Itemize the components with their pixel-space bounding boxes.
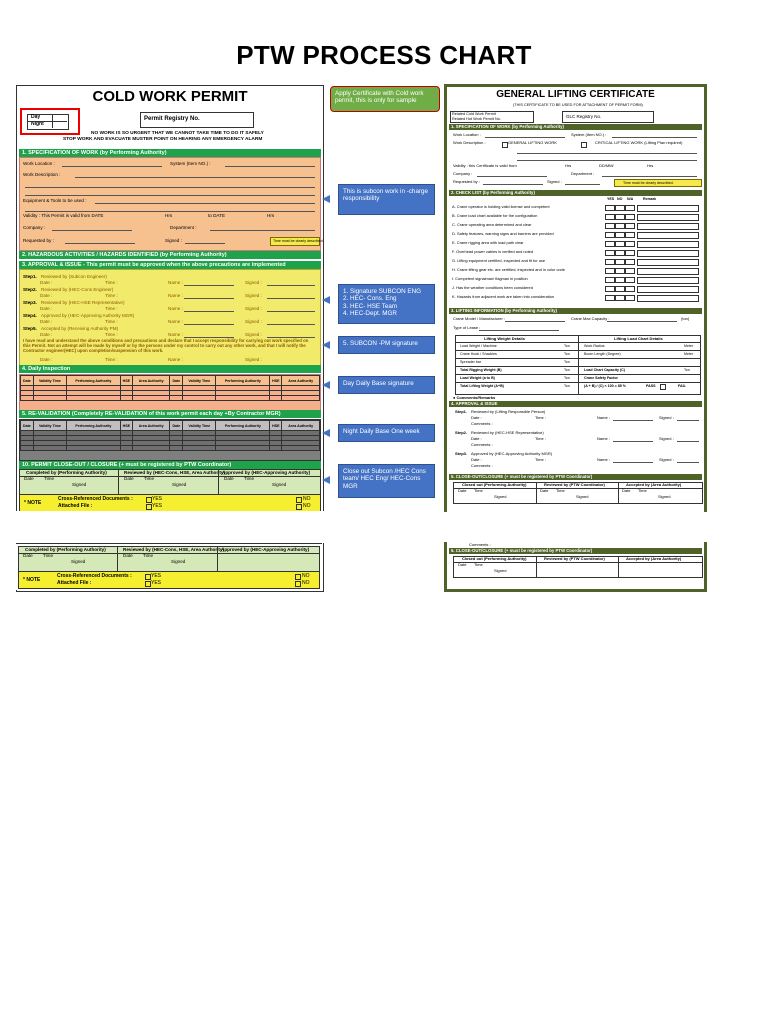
glc-step-signed-input[interactable] bbox=[677, 462, 699, 463]
requested-by-label: Requested by : bbox=[23, 238, 54, 243]
table-header-cell: HSE bbox=[120, 421, 132, 431]
cwp-step-date: Date : bbox=[40, 306, 53, 311]
day-label: Day bbox=[31, 114, 41, 120]
declaration-signed: Signed : bbox=[245, 357, 262, 362]
checklist-item: G. Lifting equipment certified, inspected and fit for use bbox=[452, 258, 545, 263]
signed-label: Signed : bbox=[165, 238, 182, 243]
checklist-checkbox[interactable] bbox=[625, 259, 635, 265]
cwp-step-signed-input[interactable] bbox=[267, 311, 315, 312]
cwp-step-date: Date : bbox=[40, 332, 53, 337]
glc-section-3-header: 3. LIFTING INFORMATION (by Performing Authority) bbox=[449, 308, 702, 314]
load-chart-label: Boom Length (Degree) bbox=[584, 352, 621, 356]
cwp-step-time: Time : bbox=[105, 293, 118, 298]
glc-step-text: Approved by (HEC-Approving Authority MGR) bbox=[471, 451, 553, 456]
glc-time-note-badge: Time must be clearly described. bbox=[614, 179, 702, 187]
declaration-time: Time : bbox=[105, 357, 118, 362]
table-header-cell: Date bbox=[170, 421, 183, 431]
checklist-checkbox[interactable] bbox=[625, 286, 635, 292]
table-header-cell: Date bbox=[21, 421, 34, 431]
table-header-cell: Validity Time bbox=[33, 421, 66, 431]
checklist-checkbox[interactable] bbox=[615, 295, 625, 301]
checklist-item: E. Crane rigging area with load path clear bbox=[452, 240, 524, 245]
cwp-step-signed-input[interactable] bbox=[267, 324, 315, 325]
department-input[interactable] bbox=[210, 230, 315, 231]
glc-work-location-input[interactable] bbox=[485, 137, 565, 138]
glc-step-name-input[interactable] bbox=[613, 420, 653, 421]
pass-checkbox[interactable] bbox=[660, 384, 666, 390]
lifting-weight-unit: Ton bbox=[564, 384, 570, 388]
callout-arrow-2 bbox=[322, 296, 330, 304]
copy-cross-ref-no-checkbox[interactable] bbox=[295, 574, 301, 580]
work-description-label: Work Description : bbox=[23, 172, 61, 177]
cwp-step-number: Step4. bbox=[23, 313, 37, 318]
safety-warning-1: NO WORK IS SO URGENT THAT WE CANNOT TAKE TIME TO DO IT SAFELY bbox=[91, 131, 264, 136]
checklist-checkbox[interactable] bbox=[605, 250, 615, 256]
checklist-remark-input[interactable] bbox=[637, 232, 699, 239]
checklist-checkbox[interactable] bbox=[625, 250, 635, 256]
validity-hrs-1: Hrs bbox=[165, 213, 173, 218]
cwp-step-text: Approved by (HEC-Approving Authority MGR) bbox=[41, 313, 135, 318]
glc-section-1-header: 1. SPECIFICATION OF WORK (by Performing Authority) bbox=[449, 124, 702, 130]
company-input[interactable] bbox=[52, 230, 132, 231]
checklist-item: K. Hazards from adjacent work are taken into consideration bbox=[452, 294, 555, 299]
glc-section-4-header: 4. APPROVAL & ISSUE bbox=[449, 401, 702, 407]
system-no-input[interactable] bbox=[225, 166, 315, 167]
checklist-checkbox[interactable] bbox=[615, 259, 625, 265]
cwp-step-name: Name : bbox=[168, 319, 183, 324]
checklist-checkbox[interactable] bbox=[615, 223, 625, 229]
lifting-weight-unit: Ton bbox=[564, 344, 570, 348]
callout-arrow-1 bbox=[322, 195, 330, 203]
cwp-section-2-header: 2. HAZARDOUS ACTIVITIES / HAZARDS IDENTIFIED (by Performing Authority) bbox=[19, 251, 321, 259]
cwp-step-name-input[interactable] bbox=[184, 285, 234, 286]
checklist-checkbox[interactable] bbox=[625, 268, 635, 274]
lifting-details-table: Lifting Weight Details Lifting Load Chart Details Load Weight / Machine Ton Work Radius Crane Hook / Shackles Ton Boom Length (Degree) Spreader bar Ton Total Rigging Weight (B) Ton Load Chart Capacity (C) Load Weight (a to B) Ton Crane Safety Factor Total Lifting Weight (A+B) Ton (A + B) / (C) × 100 = 85 % Meter Meter Ton PASS FAIL bbox=[455, 335, 701, 395]
closeout-col-2: Reviewed by (HEC-Cons, HSE, Area Authority) bbox=[124, 470, 225, 475]
revalidation-table bbox=[20, 420, 320, 451]
checklist-checkbox[interactable] bbox=[615, 277, 625, 283]
declaration-name: Name : bbox=[168, 357, 183, 362]
cwp-step-signed-input[interactable] bbox=[267, 285, 315, 286]
page-title: PTW PROCESS CHART bbox=[236, 40, 532, 70]
checklist-checkbox[interactable] bbox=[625, 232, 635, 238]
load-chart-label: Work Radius bbox=[584, 344, 605, 348]
glc-requested-by-input[interactable] bbox=[483, 184, 543, 185]
cwp-step-date: Date : bbox=[40, 319, 53, 324]
work-location-label: Work Location : bbox=[23, 161, 55, 166]
system-no-label: System (Item NO.) : bbox=[170, 161, 211, 166]
cwp-step-time: Time : bbox=[105, 280, 118, 285]
checklist-header: N/A bbox=[627, 197, 634, 201]
checklist-checkbox[interactable] bbox=[605, 295, 615, 301]
cwp-approval-block bbox=[19, 269, 321, 367]
pass-label: PASS bbox=[646, 384, 656, 388]
department-label: Department : bbox=[170, 225, 197, 230]
checklist-checkbox[interactable] bbox=[615, 250, 625, 256]
daily-inspection-block bbox=[19, 374, 321, 414]
checklist-checkbox[interactable] bbox=[605, 241, 615, 247]
glc-step-name-input[interactable] bbox=[613, 462, 653, 463]
checklist-remark-input[interactable] bbox=[637, 259, 699, 266]
lifting-weight-label: Load Weight / Machine bbox=[460, 344, 497, 348]
glc-title: GENERAL LIFTING CERTIFICATE bbox=[496, 89, 655, 100]
glc-department-input[interactable] bbox=[602, 176, 697, 177]
cwp-step-time: Time : bbox=[105, 306, 118, 311]
cwp-step-text: Reviewed by (HEC-Cons Engineer) bbox=[41, 287, 114, 292]
glc-company-input[interactable] bbox=[477, 176, 547, 177]
checklist-remark-input[interactable] bbox=[637, 286, 699, 293]
cwp-work-spec-block bbox=[19, 157, 324, 251]
glc-step-number: Step1. bbox=[455, 409, 468, 414]
glc-step-signed-input[interactable] bbox=[677, 441, 699, 442]
comments-remarks-label: ● Comments/Remarks bbox=[453, 395, 496, 400]
equipment-label: Equipment & Tools to be used : bbox=[23, 198, 87, 203]
lifting-weight-label: Crane Hook / Shackles bbox=[460, 352, 497, 356]
lifting-weight-label: Total Rigging Weight (B) bbox=[460, 368, 502, 372]
note-label: * NOTE bbox=[24, 500, 42, 506]
glc-signed-input[interactable] bbox=[565, 184, 600, 185]
callout-arrow-5 bbox=[322, 429, 330, 437]
cwp-step-text: Accepted by (Receiving Authority PM) bbox=[41, 326, 119, 331]
cwp-step-signed: Signed : bbox=[245, 332, 262, 337]
checklist-checkbox[interactable] bbox=[625, 205, 635, 211]
cwp-step-name: Name : bbox=[168, 332, 183, 337]
table-header-cell: Validity Time bbox=[183, 376, 216, 386]
cwp-step-time: Time : bbox=[105, 332, 118, 337]
callout-arrow-3 bbox=[322, 341, 330, 349]
equipment-input[interactable] bbox=[95, 203, 315, 204]
table-header-cell: Area Authority bbox=[282, 421, 320, 431]
checklist-item: C. Crane operating area determined and clear bbox=[452, 222, 532, 227]
lifting-weight-label: Total Lifting Weight (A+B) bbox=[460, 384, 504, 388]
checklist-item: B. Crane load chart available for the configuration bbox=[452, 213, 538, 218]
requested-by-input[interactable] bbox=[65, 243, 135, 244]
attached-file-label: Attached File : bbox=[58, 503, 93, 509]
checklist-checkbox[interactable] bbox=[615, 286, 625, 292]
table-header-cell: HSE bbox=[120, 376, 132, 386]
cwp-step-date: Date : bbox=[40, 280, 53, 285]
cwp-step-signed: Signed : bbox=[245, 280, 262, 285]
checklist-checkbox[interactable] bbox=[615, 241, 625, 247]
cwp-section-6-header: 10. PERMIT CLOSE-OUT / CLOSURE (+ must be registered by PTW Coordinator) bbox=[19, 461, 321, 469]
checklist-item: F. Overhead power cables is verified and noted bbox=[452, 249, 534, 254]
table-header-cell: Area Authority bbox=[132, 376, 170, 386]
cwp-step-name-input[interactable] bbox=[184, 311, 234, 312]
night-label: Night bbox=[31, 121, 44, 127]
checklist-checkbox[interactable] bbox=[605, 268, 615, 274]
company-label: Company : bbox=[23, 225, 46, 230]
lifting-weight-unit: Ton bbox=[564, 352, 570, 356]
fail-label: FAIL bbox=[678, 384, 686, 388]
cwp-step-number: Step1. bbox=[23, 274, 37, 279]
checklist-remark-input[interactable] bbox=[637, 241, 699, 248]
declaration-date: Date : bbox=[40, 357, 53, 362]
validity-to-date: to DATE bbox=[208, 213, 226, 218]
glc-related-permits: Related Cold Work Permit Related Hot Work Permit No. bbox=[450, 111, 534, 123]
declaration-text: I have read and understand the above conditions and precautions and declare that I accept responsibility for carrying out work specified on this Permit. Not an attempt will be made by myself or by the persons under my control to carry out any other work, and that I will notify the Contractor engineer(HEC) upon completion/suspension of this work. bbox=[23, 338, 309, 354]
cwp-step-name-input[interactable] bbox=[184, 298, 234, 299]
checklist-remark-input[interactable] bbox=[637, 295, 699, 302]
cwp-step-signed: Signed : bbox=[245, 306, 262, 311]
safety-warning-2: STOP WORK AND EVACUATE MUSTER POINT ON HEARING ANY EMERGENCY ALARM bbox=[63, 137, 263, 142]
callout-subcon-pm: 5. SUBCON -PM signature bbox=[338, 336, 435, 354]
attached-no-checkbox[interactable] bbox=[296, 504, 302, 510]
cwp-step-time: Time : bbox=[105, 319, 118, 324]
callout-signatures: 1. Signature SUBCON ENG 2. HEC- Cons. Eng 3. HEC- HSE Team 4. HEC-Dept. MGR bbox=[338, 284, 435, 324]
glc-subtitle: (THIS CERTIFICATE TO BE USED FOR ATTACHMENT OF PERMIT FORM) bbox=[513, 103, 643, 107]
type-of-lease-input[interactable] bbox=[479, 330, 559, 331]
permit-registry-label: Permit Registry No. bbox=[144, 116, 200, 122]
glc-section-2-header: 2. CHECK LIST (by Performing Authority) bbox=[449, 190, 702, 196]
cwp-step-number: Step5. bbox=[23, 326, 37, 331]
checklist-checkbox[interactable] bbox=[615, 232, 625, 238]
validity-label: Validity : This Permit is valid from DATE bbox=[23, 213, 104, 218]
cwp-step-name-input[interactable] bbox=[184, 324, 234, 325]
checklist-checkbox[interactable] bbox=[605, 259, 615, 265]
callout-night-daily: Night Daily Base One week bbox=[338, 424, 435, 442]
lifting-weight-unit: Ton bbox=[564, 360, 570, 364]
validity-hrs-2: Hrs bbox=[267, 213, 275, 218]
checklist-checkbox[interactable] bbox=[625, 241, 635, 247]
checklist-checkbox[interactable] bbox=[625, 277, 635, 283]
daily-inspection-table bbox=[20, 375, 320, 401]
checklist-item: J. Has the weather conditions been considered bbox=[452, 285, 533, 290]
cwp-step-name: Name : bbox=[168, 306, 183, 311]
table-header-cell: Area Authority bbox=[132, 421, 170, 431]
table-header-cell: Date bbox=[170, 376, 183, 386]
table-header-cell: Performing Authority bbox=[67, 376, 121, 386]
cwp-step-date: Date : bbox=[40, 293, 53, 298]
glc-closeout-copy: Comments : 5. CLOSE-OUT/CLOSURE (+ must be registered by PTW Coordinator) Closed out (Performing Authority) Reviewed by (PTW Coordinator) Accepted by (Area Authority) Date Time Signed bbox=[444, 542, 707, 592]
table-header-cell: Validity Time bbox=[183, 421, 216, 431]
crane-capacity-input[interactable] bbox=[607, 321, 677, 322]
checklist-checkbox[interactable] bbox=[605, 277, 615, 283]
checklist-checkbox[interactable] bbox=[605, 286, 615, 292]
cwp-step-signed: Signed : bbox=[245, 319, 262, 324]
cwp-step-name: Name : bbox=[168, 280, 183, 285]
general-lifting-certificate-form: GENERAL LIFTING CERTIFICATE (THIS CERTIFICATE TO BE USED FOR ATTACHMENT OF PERMIT FORM) Related Cold Work Permit Related Hot Work Permit No. GLC Registry No. 1. SPECIFICATION OF WORK (by Performing Authority) Work Location : System (Item NO.) : Work Description : GENERAL LIFTING WORK CRITICAL LIFTING WORK (Lifting Plan required) Validity : this Certificate is valid from Hrs DD/MM/ Hrs Company : Department : Requested by : Signed : Time must be clearly described. 2. CHECK LIST (by Performing Authority) YES NO N/A Remark A. Crane operator is holding valid license and competent B. Crane load chart available for the configuration C. Crane operating area determined and clear D. Safety features, warning signs and barriers are provided E. Crane rigging area with load path clear F. Overhead power cables is verified and noted G. Lifting equipment certified, inspected and fit for use H. Crane lifting gear etc. are certified, inspected and in color code I. Competent signalman/ flagman in position J. Has the weather conditions been considered K. Hazards from adjacent work are taken into consideration 3. LIFTING INFORMATION (by Performing Authority) Crane Model / Manufacturer : Crane Max Capacity : (ton) Type of Lease : Lifting Weight Details Lifting Load Chart Details Load Weight / Machine Ton Work Radius Crane Hook / Shackles Ton Boom Length (Degree) Spreader bar Ton Total Rigging Weight (B) Ton Load Chart Capacity (C) Load Weight (a to B) Ton Crane Safety Factor Total Lifting Weight (A+B) Ton (A + B) / (C) × 100 = 85 % Meter Meter Ton PASS FAIL ● Comments/Remarks 4. APPROVAL & ISSUE Step1. Reviewed by (Lifting Responsible Person) Date : Time : Name : Signed : Comments : Step2. Reviewed by (HEC-HSE Representative) Date : Time : Name : Signed : Comments : Step3. Approved by (HEC-Approving Authority MGR) Date : Time : Name : Signed : Comments : 5. CLOSE-OUT/CLOSURE (+ must be registered by PTW Coordinator) Closed out (Performing Authority) Reviewed by (PTW Coordinator) Accepted by (Area Authority) Date Time Signed Date Time Signed Date Time Signed bbox=[444, 84, 707, 592]
cwp-step-signed: Signed : bbox=[245, 293, 262, 298]
cwp-section-5-header: 5. RE-VALIDATION (Completely RE-VALIDATION of this work permit each day +By Contractor MGR) bbox=[19, 410, 321, 418]
checklist-remark-input[interactable] bbox=[637, 205, 699, 212]
revalidation-block bbox=[19, 419, 321, 461]
table-header-cell: Area Authority bbox=[282, 376, 320, 386]
glc-registry-box[interactable] bbox=[562, 111, 654, 123]
checklist-item: A. Crane operator is holding valid license and competent bbox=[452, 204, 550, 209]
cwp-closeout-copy: Completed by (Performing Authority) Reviewed by (HEC-Cons, HSE, Area Authority) Approved by (HEC-Approving Authority) Date Time Signed Date Time Signed * NOTE Cross-Referenced Documents : Attached File : YES YES NO NO bbox=[16, 543, 322, 590]
work-location-input[interactable] bbox=[62, 166, 162, 167]
cwp-section-4-header: 4. Daily Inspection bbox=[19, 365, 321, 373]
glc-closeout-table: Closed out (Performing Authority) Reviewed by (PTW Coordinator) Accepted by (Area Authority) Date Time Signed Date Time Signed Date Time Signed bbox=[453, 482, 703, 504]
checklist-header: YES bbox=[607, 197, 615, 201]
checklist-checkbox[interactable] bbox=[615, 268, 625, 274]
load-chart-label: Crane Safety Factor bbox=[584, 376, 618, 380]
table-header-cell: Performing Authority bbox=[216, 376, 270, 386]
cwp-step-text: Reviewed by (Subcon Engineer) bbox=[41, 274, 107, 279]
checklist-checkbox[interactable] bbox=[615, 214, 625, 220]
checklist-header: NO bbox=[617, 197, 623, 201]
critical-lifting-checkbox[interactable] bbox=[581, 142, 587, 148]
callout-close-out: Close out Subcon /HEC Cons team/ HEC Eng/ HEC-Cons MGR bbox=[338, 464, 435, 498]
cross-ref-no-checkbox[interactable] bbox=[296, 497, 302, 503]
checklist-checkbox[interactable] bbox=[615, 205, 625, 211]
callout-arrow-6 bbox=[322, 476, 330, 484]
lifting-weight-label: Spreader bar bbox=[460, 360, 481, 364]
day-night-selector bbox=[20, 108, 80, 135]
lifting-weight-unit: Ton bbox=[564, 376, 570, 380]
cross-ref-label: Cross-Referenced Documents : bbox=[58, 496, 133, 502]
table-header-cell: Performing Authority bbox=[216, 421, 270, 431]
cwp-section-1-header: 1. SPECIFICATION OF WORK (by Performing Authority) bbox=[19, 149, 321, 157]
signed-input[interactable] bbox=[185, 243, 225, 244]
cwp-title: COLD WORK PERMIT bbox=[92, 88, 248, 105]
checklist-checkbox[interactable] bbox=[605, 232, 615, 238]
glc-step-signed-input[interactable] bbox=[677, 420, 699, 421]
glc-system-no-input[interactable] bbox=[612, 137, 697, 138]
checklist-checkbox[interactable] bbox=[605, 205, 615, 211]
lifting-weight-unit: Ton bbox=[564, 368, 570, 372]
table-header-cell: Validity Time bbox=[33, 376, 66, 386]
table-header-cell: Performing Authority bbox=[67, 421, 121, 431]
checklist-checkbox[interactable] bbox=[625, 223, 635, 229]
checklist-checkbox[interactable] bbox=[605, 214, 615, 220]
cwp-step-name: Name : bbox=[168, 293, 183, 298]
work-description-input[interactable] bbox=[75, 177, 315, 178]
load-chart-label: Load Chart Capacity (C) bbox=[584, 368, 625, 372]
glc-step-text: Reviewed by (Lifting Responsible Person) bbox=[471, 409, 546, 414]
table-header-cell: HSE bbox=[270, 421, 282, 431]
cwp-step-text: Reviewed by (HEC-HSE Representative) bbox=[41, 300, 125, 305]
cross-reference-block: * NOTE Cross-Referenced Documents : Attached File : YES YES NO NO bbox=[19, 494, 321, 512]
glc-section-5-header: 5. CLOSE-OUT/CLOSURE (+ must be registered by PTW Coordinator) bbox=[449, 474, 702, 480]
closeout-col-3: Approved by (HEC-Approving Authority) bbox=[222, 470, 311, 475]
callout-day-daily: Day Daily Base signature bbox=[338, 376, 435, 394]
glc-step-name-input[interactable] bbox=[613, 441, 653, 442]
cwp-section-3-header: 3. APPROVAL & ISSUE - This permit must be approved when the above precautions are implemented bbox=[19, 261, 321, 269]
copy-attached-no-checkbox[interactable] bbox=[295, 581, 301, 587]
callout-arrow-4 bbox=[322, 381, 330, 389]
table-header-cell: HSE bbox=[270, 376, 282, 386]
glc-registry-label: GLC Registry No. bbox=[566, 114, 602, 119]
cwp-step-number: Step3. bbox=[23, 300, 37, 305]
checklist-item: I. Competent signalman/ flagman in position bbox=[452, 276, 528, 281]
table-header-cell: Date bbox=[21, 376, 34, 386]
checklist-item: H. Crane lifting gear etc. are certified, inspected and in color code bbox=[452, 267, 565, 272]
glc-step-text: Reviewed by (HEC-HSE Representative) bbox=[471, 430, 544, 435]
cwp-step-number: Step2. bbox=[23, 287, 37, 292]
checklist-checkbox[interactable] bbox=[625, 295, 635, 301]
checklist-remark-input[interactable] bbox=[637, 214, 699, 221]
checklist-remark-input[interactable] bbox=[637, 268, 699, 275]
checklist-checkbox[interactable] bbox=[625, 214, 635, 220]
checklist-header: Remark bbox=[643, 197, 657, 201]
checklist-remark-input[interactable] bbox=[637, 277, 699, 284]
crane-model-input[interactable] bbox=[505, 321, 565, 322]
load-chart-label: (A + B) / (C) × 100 = 85 % bbox=[584, 384, 626, 388]
closeout-col-1: Completed by (Performing Authority) bbox=[26, 470, 107, 475]
callout-apply-certificate: Apply Certificate with Cold work permit, this is only for sample bbox=[330, 86, 440, 112]
checklist-remark-input[interactable] bbox=[637, 223, 699, 230]
checklist-checkbox[interactable] bbox=[605, 223, 615, 229]
glc-step-number: Step3. bbox=[455, 451, 468, 456]
permit-registry-box[interactable] bbox=[140, 112, 254, 128]
checklist-item: D. Safety features, warning signs and barriers are provided bbox=[452, 231, 554, 236]
checklist-remark-input[interactable] bbox=[637, 250, 699, 257]
lifting-weight-label: Load Weight (a to B) bbox=[460, 376, 495, 380]
callout-subcon-responsibility: This is subcon work in -charge responsibility bbox=[338, 184, 435, 215]
glc-step-number: Step2. bbox=[455, 430, 468, 435]
closeout-block: Completed by (Performing Authority) Reviewed by (HEC-Cons, HSE, Area Authority) Approved by (HEC-Approving Authority) Date Time Signed Date Time Signed Date Time Signed bbox=[19, 469, 321, 495]
cwp-step-signed-input[interactable] bbox=[267, 298, 315, 299]
time-note-badge: Time must be clearly described. bbox=[270, 237, 320, 246]
